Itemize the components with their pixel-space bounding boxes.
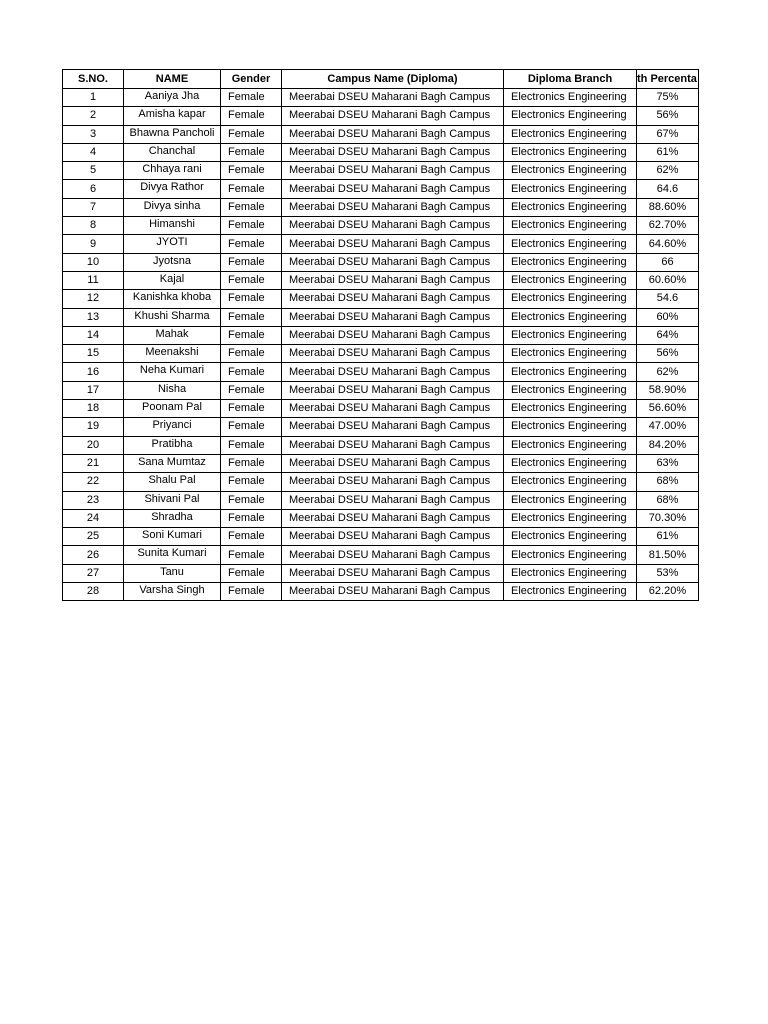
cell-branch: Electronics Engineering [504,491,637,509]
cell-campus: Meerabai DSEU Maharani Bagh Campus [282,564,504,582]
cell-branch: Electronics Engineering [504,418,637,436]
table-row [63,253,699,271]
table-row [63,473,699,491]
cell-branch: Electronics Engineering [504,290,637,308]
cell-gender: Female [221,271,282,289]
cell-name: Aaniya Jha [124,89,221,107]
cell-sno: 15 [63,345,124,363]
cell-gender: Female [221,235,282,253]
cell-name: Khushi Sharma [124,308,221,326]
header-name: NAME [124,70,221,89]
header-percentage: th Percenta [637,70,699,89]
cell-campus: Meerabai DSEU Maharani Bagh Campus [282,400,504,418]
cell-percentage: 56% [637,107,699,125]
cell-percentage: 81.50% [637,546,699,564]
cell-sno: 3 [63,125,124,143]
cell-name: Sana Mumtaz [124,454,221,472]
cell-percentage: 62% [637,162,699,180]
cell-campus: Meerabai DSEU Maharani Bagh Campus [282,89,504,107]
table-row [63,436,699,454]
cell-gender: Female [221,198,282,216]
cell-gender: Female [221,400,282,418]
cell-campus: Meerabai DSEU Maharani Bagh Campus [282,345,504,363]
cell-branch: Electronics Engineering [504,107,637,125]
cell-name: Soni Kumari [124,528,221,546]
cell-campus: Meerabai DSEU Maharani Bagh Campus [282,217,504,235]
cell-percentage: 56% [637,345,699,363]
cell-branch: Electronics Engineering [504,143,637,161]
header-row [63,70,699,89]
cell-sno: 10 [63,253,124,271]
cell-branch: Electronics Engineering [504,473,637,491]
cell-percentage: 68% [637,473,699,491]
cell-sno: 16 [63,363,124,381]
cell-campus: Meerabai DSEU Maharani Bagh Campus [282,381,504,399]
cell-gender: Female [221,583,282,601]
cell-percentage: 63% [637,454,699,472]
cell-gender: Female [221,180,282,198]
cell-gender: Female [221,491,282,509]
cell-percentage: 60% [637,308,699,326]
cell-gender: Female [221,509,282,527]
cell-branch: Electronics Engineering [504,564,637,582]
cell-gender: Female [221,528,282,546]
cell-name: Mahak [124,326,221,344]
cell-campus: Meerabai DSEU Maharani Bagh Campus [282,180,504,198]
cell-sno: 22 [63,473,124,491]
table-row [63,198,699,216]
cell-branch: Electronics Engineering [504,308,637,326]
cell-name: Nisha [124,381,221,399]
cell-name: Pratibha [124,436,221,454]
cell-gender: Female [221,125,282,143]
cell-sno: 28 [63,583,124,601]
table-row [63,235,699,253]
cell-sno: 1 [63,89,124,107]
cell-branch: Electronics Engineering [504,509,637,527]
cell-percentage: 61% [637,143,699,161]
table-row [63,400,699,418]
cell-sno: 9 [63,235,124,253]
cell-sno: 12 [63,290,124,308]
cell-campus: Meerabai DSEU Maharani Bagh Campus [282,235,504,253]
cell-campus: Meerabai DSEU Maharani Bagh Campus [282,198,504,216]
cell-gender: Female [221,217,282,235]
cell-campus: Meerabai DSEU Maharani Bagh Campus [282,290,504,308]
cell-campus: Meerabai DSEU Maharani Bagh Campus [282,583,504,601]
cell-name: Himanshi [124,217,221,235]
cell-branch: Electronics Engineering [504,89,637,107]
table-row [63,180,699,198]
cell-sno: 27 [63,564,124,582]
cell-campus: Meerabai DSEU Maharani Bagh Campus [282,107,504,125]
cell-gender: Female [221,363,282,381]
table-body [63,89,699,601]
cell-gender: Female [221,436,282,454]
cell-name: Amisha kapar [124,107,221,125]
cell-name: Priyanci [124,418,221,436]
student-table [62,69,699,601]
cell-sno: 20 [63,436,124,454]
cell-percentage: 64% [637,326,699,344]
cell-gender: Female [221,253,282,271]
table-row [63,345,699,363]
cell-name: Varsha Singh [124,583,221,601]
cell-gender: Female [221,89,282,107]
cell-gender: Female [221,107,282,125]
cell-sno: 19 [63,418,124,436]
cell-sno: 23 [63,491,124,509]
cell-campus: Meerabai DSEU Maharani Bagh Campus [282,418,504,436]
cell-campus: Meerabai DSEU Maharani Bagh Campus [282,162,504,180]
cell-percentage: 53% [637,564,699,582]
cell-name: Shivani Pal [124,491,221,509]
cell-branch: Electronics Engineering [504,454,637,472]
cell-gender: Female [221,546,282,564]
cell-percentage: 54.6 [637,290,699,308]
cell-name: Shalu Pal [124,473,221,491]
table-row [63,217,699,235]
cell-campus: Meerabai DSEU Maharani Bagh Campus [282,473,504,491]
cell-sno: 4 [63,143,124,161]
cell-branch: Electronics Engineering [504,546,637,564]
cell-name: Bhawna Pancholi [124,125,221,143]
cell-sno: 5 [63,162,124,180]
cell-name: Divya Rathor [124,180,221,198]
cell-campus: Meerabai DSEU Maharani Bagh Campus [282,125,504,143]
cell-name: Tanu [124,564,221,582]
table-row [63,89,699,107]
cell-percentage: 56.60% [637,400,699,418]
cell-sno: 17 [63,381,124,399]
cell-gender: Female [221,564,282,582]
cell-gender: Female [221,454,282,472]
cell-name: Kanishka khoba [124,290,221,308]
table-row [63,162,699,180]
cell-campus: Meerabai DSEU Maharani Bagh Campus [282,436,504,454]
cell-percentage: 70.30% [637,509,699,527]
cell-percentage: 68% [637,491,699,509]
cell-campus: Meerabai DSEU Maharani Bagh Campus [282,454,504,472]
header-campus: Campus Name (Diploma) [282,70,504,89]
table-row [63,454,699,472]
cell-campus: Meerabai DSEU Maharani Bagh Campus [282,143,504,161]
cell-gender: Female [221,162,282,180]
cell-sno: 14 [63,326,124,344]
cell-campus: Meerabai DSEU Maharani Bagh Campus [282,326,504,344]
cell-sno: 6 [63,180,124,198]
cell-branch: Electronics Engineering [504,180,637,198]
cell-name: Poonam Pal [124,400,221,418]
cell-percentage: 75% [637,89,699,107]
cell-sno: 24 [63,509,124,527]
table-row [63,271,699,289]
table-row [63,564,699,582]
cell-branch: Electronics Engineering [504,436,637,454]
cell-name: Meenakshi [124,345,221,363]
cell-sno: 11 [63,271,124,289]
cell-percentage: 64.60% [637,235,699,253]
cell-percentage: 64.6 [637,180,699,198]
cell-percentage: 67% [637,125,699,143]
cell-branch: Electronics Engineering [504,198,637,216]
cell-name: Chanchal [124,143,221,161]
cell-name: Divya sinha [124,198,221,216]
table-row [63,143,699,161]
cell-gender: Female [221,381,282,399]
cell-percentage: 66 [637,253,699,271]
cell-sno: 18 [63,400,124,418]
table-row [63,528,699,546]
cell-percentage: 58.90% [637,381,699,399]
table-row [63,363,699,381]
cell-gender: Female [221,290,282,308]
cell-sno: 2 [63,107,124,125]
table-row [63,125,699,143]
cell-campus: Meerabai DSEU Maharani Bagh Campus [282,528,504,546]
cell-name: JYOTI [124,235,221,253]
cell-branch: Electronics Engineering [504,162,637,180]
cell-gender: Female [221,473,282,491]
table-row [63,418,699,436]
cell-name: Chhaya rani [124,162,221,180]
cell-name: Jyotsna [124,253,221,271]
cell-campus: Meerabai DSEU Maharani Bagh Campus [282,308,504,326]
cell-campus: Meerabai DSEU Maharani Bagh Campus [282,363,504,381]
table-row [63,326,699,344]
cell-branch: Electronics Engineering [504,326,637,344]
cell-name: Neha Kumari [124,363,221,381]
cell-sno: 7 [63,198,124,216]
table-row [63,290,699,308]
cell-percentage: 60.60% [637,271,699,289]
cell-name: Kajal [124,271,221,289]
student-sheet [62,69,699,601]
cell-sno: 21 [63,454,124,472]
header-gender: Gender [221,70,282,89]
cell-campus: Meerabai DSEU Maharani Bagh Campus [282,491,504,509]
cell-branch: Electronics Engineering [504,381,637,399]
cell-branch: Electronics Engineering [504,253,637,271]
table-row [63,308,699,326]
cell-gender: Female [221,143,282,161]
cell-campus: Meerabai DSEU Maharani Bagh Campus [282,546,504,564]
cell-gender: Female [221,345,282,363]
table-row [63,381,699,399]
cell-branch: Electronics Engineering [504,363,637,381]
cell-name: Sunita Kumari [124,546,221,564]
cell-gender: Female [221,326,282,344]
cell-campus: Meerabai DSEU Maharani Bagh Campus [282,271,504,289]
cell-branch: Electronics Engineering [504,528,637,546]
cell-percentage: 62.70% [637,217,699,235]
header-branch: Diploma Branch [504,70,637,89]
cell-branch: Electronics Engineering [504,217,637,235]
cell-branch: Electronics Engineering [504,400,637,418]
table-row [63,491,699,509]
cell-name: Shradha [124,509,221,527]
cell-branch: Electronics Engineering [504,235,637,253]
cell-campus: Meerabai DSEU Maharani Bagh Campus [282,253,504,271]
cell-branch: Electronics Engineering [504,271,637,289]
table-row [63,509,699,527]
cell-branch: Electronics Engineering [504,345,637,363]
cell-branch: Electronics Engineering [504,125,637,143]
cell-sno: 13 [63,308,124,326]
cell-percentage: 84.20% [637,436,699,454]
cell-branch: Electronics Engineering [504,583,637,601]
cell-campus: Meerabai DSEU Maharani Bagh Campus [282,509,504,527]
table-row [63,546,699,564]
cell-sno: 26 [63,546,124,564]
cell-percentage: 62.20% [637,583,699,601]
cell-percentage: 47.00% [637,418,699,436]
table-row [63,583,699,601]
cell-gender: Female [221,418,282,436]
cell-sno: 8 [63,217,124,235]
header-sno: S.NO. [63,70,124,89]
cell-percentage: 62% [637,363,699,381]
table-row [63,107,699,125]
cell-gender: Female [221,308,282,326]
cell-sno: 25 [63,528,124,546]
cell-percentage: 61% [637,528,699,546]
cell-percentage: 88.60% [637,198,699,216]
